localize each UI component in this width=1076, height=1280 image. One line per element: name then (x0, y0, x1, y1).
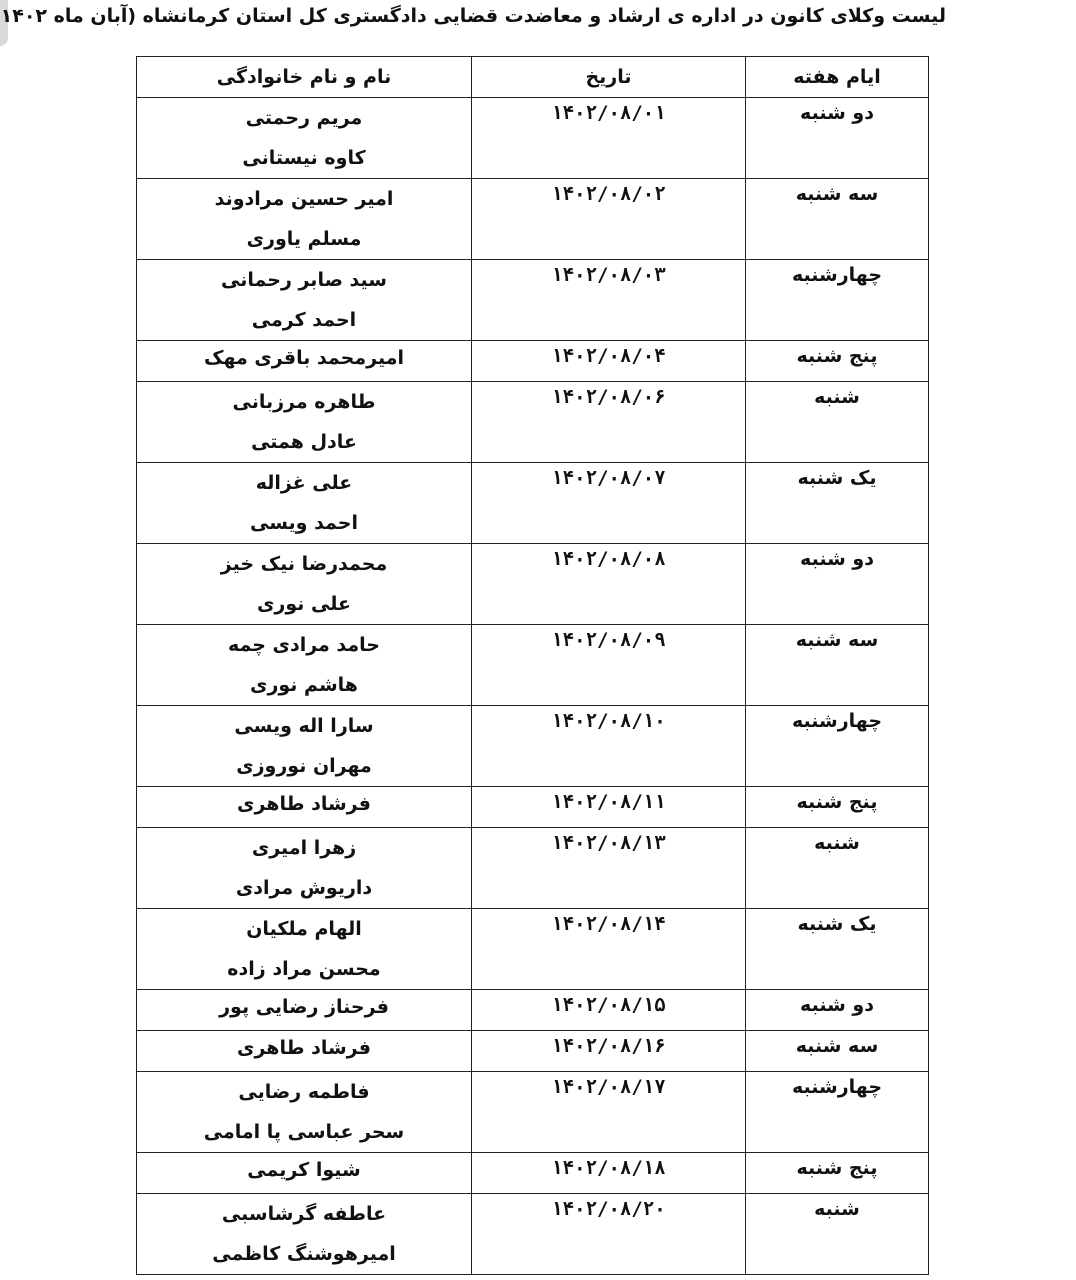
cell-date: ۱۴۰۲/۰۸/۱۱ (472, 787, 746, 828)
lawyer-name: سارا اله ویسی (234, 715, 374, 737)
table-row (137, 828, 929, 909)
table-row (137, 544, 929, 625)
lawyer-name: سحر عباسی پا امامی (203, 1121, 405, 1143)
lawyer-name: الهام ملکیان (246, 918, 362, 940)
cell-date: ۱۴۰۲/۰۸/۲۰ (472, 1194, 746, 1275)
cell-day: سه شنبه (746, 179, 929, 260)
cell-date: ۱۴۰۲/۰۸/۰۸ (472, 544, 746, 625)
cell-names (137, 706, 472, 787)
table-row (137, 787, 929, 828)
cell-date: ۱۴۰۲/۰۸/۱۳ (472, 828, 746, 909)
table-row (137, 1194, 929, 1275)
cell-names (137, 463, 472, 544)
document-title: لیست وکلای کانون در اداره ی ارشاد و معاضدت قضایی دادگستری کل استان کرمانشاه (آبان ماه ۱۴۰۲ (0, 5, 946, 27)
cell-day: سه شنبه (746, 625, 929, 706)
lawyer-name: امیر حسین مرادوند (214, 188, 394, 210)
table-row (137, 179, 929, 260)
cell-names (137, 179, 472, 260)
cell-day: پنج شنبه (746, 787, 929, 828)
cell-date: ۱۴۰۲/۰۸/۰۹ (472, 625, 746, 706)
lawyer-name: محسن مراد زاده (227, 958, 381, 980)
cell-names (137, 1031, 472, 1072)
cell-date: ۱۴۰۲/۰۸/۰۱ (472, 98, 746, 179)
table-header-row (137, 57, 929, 98)
lawyer-name: امیرهوشنگ کاظمی (212, 1243, 396, 1265)
lawyer-name: حامد مرادی چمه (227, 634, 380, 656)
cell-day: چهارشنبه (746, 260, 929, 341)
cell-date: ۱۴۰۲/۰۸/۱۰ (472, 706, 746, 787)
column-header-names: نام و نام خانوادگی (137, 57, 472, 98)
table-row (137, 260, 929, 341)
table-row (137, 1153, 929, 1194)
table-row (137, 706, 929, 787)
cell-day: پنج شنبه (746, 341, 929, 382)
lawyer-name: فرحناز رضایی پور (219, 996, 389, 1018)
lawyer-name: کاوه نیستانی (242, 147, 366, 169)
cell-names (137, 1194, 472, 1275)
cell-day: چهارشنبه (746, 706, 929, 787)
cell-date: ۱۴۰۲/۰۸/۰۶ (472, 382, 746, 463)
cell-date: ۱۴۰۲/۰۸/۰۷ (472, 463, 746, 544)
lawyer-name: هاشم نوری (250, 674, 358, 696)
cell-date: ۱۴۰۲/۰۸/۱۵ (472, 990, 746, 1031)
cell-names (137, 382, 472, 463)
cell-names (137, 990, 472, 1031)
lawyer-schedule-table (136, 56, 929, 1275)
cell-names (137, 1072, 472, 1153)
cell-date: ۱۴۰۲/۰۸/۱۸ (472, 1153, 746, 1194)
table-row (137, 909, 929, 990)
cell-day: شنبه (746, 1194, 929, 1275)
column-header-date: تاریخ (472, 57, 746, 98)
lawyer-name: احمد کرمی (251, 309, 357, 331)
cell-names (137, 828, 472, 909)
table-row (137, 1031, 929, 1072)
cell-day: شنبه (746, 828, 929, 909)
cell-date: ۱۴۰۲/۰۸/۱۷ (472, 1072, 746, 1153)
cell-day: یک شنبه (746, 909, 929, 990)
lawyer-name: فرشاد طاهری (237, 1037, 371, 1059)
lawyer-name: علی نوری (257, 593, 351, 615)
cell-date: ۱۴۰۲/۰۸/۱۶ (472, 1031, 746, 1072)
lawyer-name: مریم رحمتی (245, 107, 363, 129)
cell-names (137, 625, 472, 706)
cell-names (137, 98, 472, 179)
table-row (137, 990, 929, 1031)
lawyer-name: عادل همتی (251, 431, 357, 453)
cell-day: شنبه (746, 382, 929, 463)
table-row (137, 382, 929, 463)
lawyer-name: مسلم یاوری (246, 228, 362, 250)
cell-day: چهارشنبه (746, 1072, 929, 1153)
lawyer-name: زهرا امیری (251, 837, 357, 859)
lawyer-name: شیوا کریمی (247, 1159, 361, 1181)
lawyer-name: محمدرضا نیک خیز (220, 553, 388, 575)
cell-day: دو شنبه (746, 990, 929, 1031)
lawyer-name: فرشاد طاهری (237, 793, 371, 815)
lawyer-name: علی غزاله (255, 472, 353, 494)
lawyer-name: احمد ویسی (249, 512, 359, 534)
cell-date: ۱۴۰۲/۰۸/۰۳ (472, 260, 746, 341)
column-header-day: ایام هفته (746, 57, 929, 98)
cell-date: ۱۴۰۲/۰۸/۰۲ (472, 179, 746, 260)
cell-names (137, 341, 472, 382)
cell-date: ۱۴۰۲/۰۸/۰۴ (472, 341, 746, 382)
cell-day: سه شنبه (746, 1031, 929, 1072)
cell-day: دو شنبه (746, 544, 929, 625)
table-row (137, 341, 929, 382)
cell-names (137, 260, 472, 341)
lawyer-name: داریوش مرادی (235, 877, 373, 899)
lawyer-name: طاهره مرزبانی (232, 391, 376, 413)
cell-names (137, 1153, 472, 1194)
cell-day: یک شنبه (746, 463, 929, 544)
cell-names (137, 909, 472, 990)
table-row (137, 463, 929, 544)
cell-day: دو شنبه (746, 98, 929, 179)
table-body (137, 98, 929, 1275)
cell-date: ۱۴۰۲/۰۸/۱۴ (472, 909, 746, 990)
lawyer-name: فاطمه رضایی (238, 1081, 370, 1103)
lawyer-name: امیرمحمد باقری مهک (204, 347, 404, 369)
cell-names (137, 544, 472, 625)
cell-day: پنج شنبه (746, 1153, 929, 1194)
table-row (137, 625, 929, 706)
lawyer-name: عاطفه گرشاسبی (221, 1203, 387, 1225)
cell-names (137, 787, 472, 828)
table-row (137, 98, 929, 179)
table-row (137, 1072, 929, 1153)
lawyer-name: سید صابر رحمانی (221, 269, 387, 291)
lawyer-name: مهران نوروزی (236, 755, 372, 777)
